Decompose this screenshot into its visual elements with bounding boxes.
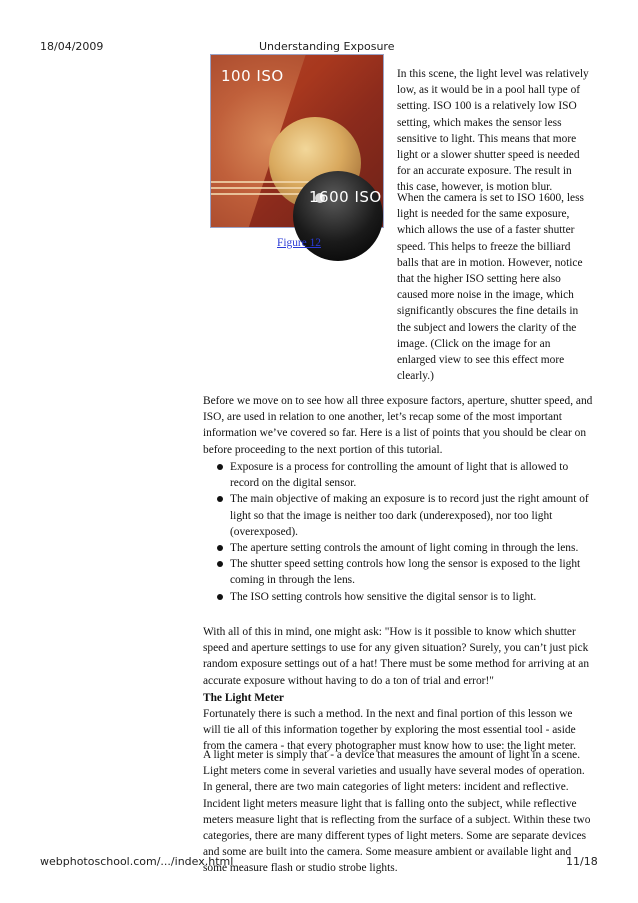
right-paragraph-2: When the camera is set to ISO 1600, less light is needed for the same exposure, which allows the use of a faster shutter speed. This helps to freeze the billiard balls that are in motion. However, notice that the higher ISO setting here also caused more noise in the image, which significantly obscures the fine details in the subject and lowers the clarity of the image. (Click on the image for an enlarged view to see this effect more clearly.): [397, 192, 584, 383]
right-paragraph-1: In this scene, the light level was relatively low, as it would be in a pool hall type of setting. ISO 100 is a relatively low ISO setting, which makes the sensor less sensitive to light. This means that more light or a slower shutter speed is needed for an accurate exposure. The result in this case, however, is motion blur.: [397, 68, 589, 194]
list-item: The aperture setting controls the amount of light coming in through the lens.: [203, 540, 593, 556]
bullet-icon: [217, 496, 223, 502]
light-meter-paragraph-2: A light meter is simply that - a device that measures the amount of light in a scene. Light meters come in several varieties and usually have several modes of operation. In general, there are two main categories of light meters: incident and reflective. Incident light meters measure light that is falling onto the subject, while reflective meters measure light that is reflecting from the surface of a subject. Within these two categories, there are many different types of light meters. Some are separate devices and some are built into the camera. Some measure ambient or available light and some measure flash or studio strobe lights.: [203, 749, 591, 875]
recap-intro: Before we move on to see how all three exposure factors, aperture, shutter speed, and ISO, are used in relation to one another, let’s recap some of the most important information we’ve covered so far. Here is a list of points that you should be clear on before proceeding to the next portion of this tutorial.: [203, 395, 593, 456]
section-heading: The Light Meter: [203, 692, 284, 704]
bullet-icon: [217, 594, 223, 600]
iso-1600-label: 1600 ISO: [309, 188, 382, 206]
list-item: The ISO setting controls how sensitive the digital sensor is to light.: [203, 589, 593, 605]
list-item: The shutter speed setting controls how long the sensor is exposed to the light coming in through the lens.: [203, 556, 593, 588]
figure-12-image[interactable]: [210, 54, 384, 228]
light-meter-paragraph-1: Fortunately there is such a method. In the next and final portion of this lesson we will tie all of this information together by exploring the most essential tool - aside from the camera - that every photographer must know how to use: the light meter.: [203, 708, 576, 753]
question-paragraph: With all of this in mind, one might ask: "How is it possible to know which shutter speed and aperture settings to use for any given situation? Surely, you can’t just pick random exposure settings out of a hat! There must be some method for arriving at an accurate exposure without having to do a ton of trial and error!": [203, 626, 590, 687]
recap-list: [203, 459, 593, 605]
bullet-icon: [217, 464, 223, 470]
bullet-icon: [217, 545, 223, 551]
bullet-icon: [217, 561, 223, 567]
iso-100-label: 100 ISO: [221, 67, 284, 85]
list-item: The main objective of making an exposure is to record just the right amount of light so that the image is neither too dark (underexposed), nor too light (overexposed).: [203, 491, 593, 540]
list-item: Exposure is a process for controlling the amount of light that is allowed to record on the digital sensor.: [203, 459, 593, 491]
figure-caption-link[interactable]: Figure 12: [277, 237, 321, 249]
footer-url: webphotoschool.com/.../index.html: [40, 855, 234, 868]
print-date: 18/04/2009: [40, 40, 104, 53]
page-title: Understanding Exposure: [259, 40, 395, 53]
page-number: 11/18: [566, 855, 598, 868]
